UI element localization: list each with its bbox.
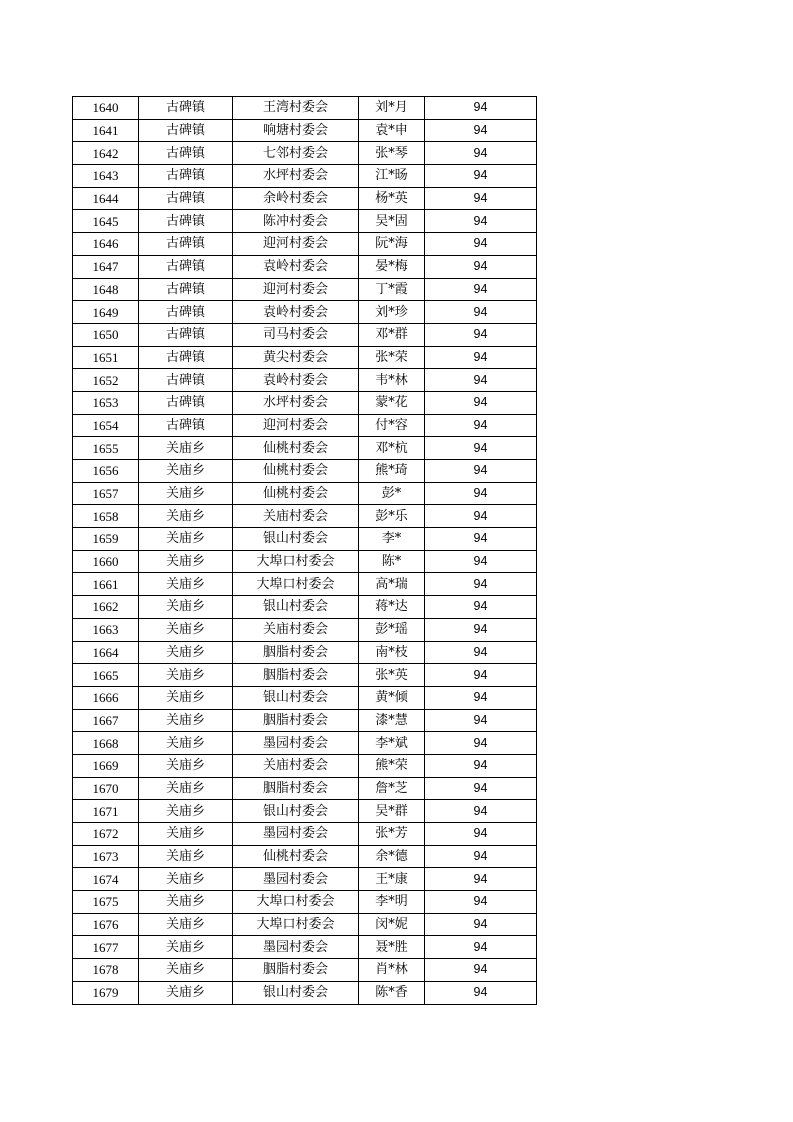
village-cell: 胭脂村委会 — [233, 959, 359, 982]
town-cell: 关庙乡 — [139, 800, 233, 823]
score-cell: 94 — [425, 505, 537, 528]
village-cell: 关庙村委会 — [233, 754, 359, 777]
town-cell: 古碑镇 — [139, 278, 233, 301]
score-cell: 94 — [425, 754, 537, 777]
score-cell: 94 — [425, 142, 537, 165]
score-cell: 94 — [425, 528, 537, 551]
town-cell: 古碑镇 — [139, 369, 233, 392]
town-cell: 关庙乡 — [139, 596, 233, 619]
row-number-cell: 1666 — [73, 686, 139, 709]
table-row — [73, 800, 537, 823]
score-cell: 94 — [425, 301, 537, 324]
table-row — [73, 573, 537, 596]
village-cell: 仙桃村委会 — [233, 460, 359, 483]
score-cell: 94 — [425, 482, 537, 505]
row-number-cell: 1654 — [73, 414, 139, 437]
person-name-cell: 杨*英 — [359, 187, 425, 210]
person-name-cell: 刘*月 — [359, 97, 425, 120]
person-name-cell: 黄*倾 — [359, 686, 425, 709]
village-cell: 大埠口村委会 — [233, 573, 359, 596]
town-cell: 关庙乡 — [139, 573, 233, 596]
table-body — [73, 97, 537, 1005]
score-cell: 94 — [425, 845, 537, 868]
row-number-cell: 1647 — [73, 255, 139, 278]
score-cell: 94 — [425, 97, 537, 120]
town-cell: 关庙乡 — [139, 505, 233, 528]
village-cell: 胭脂村委会 — [233, 641, 359, 664]
score-cell: 94 — [425, 959, 537, 982]
person-name-cell: 彭*瑶 — [359, 618, 425, 641]
person-name-cell: 余*德 — [359, 845, 425, 868]
person-name-cell: 晏*梅 — [359, 255, 425, 278]
person-name-cell: 闵*妮 — [359, 913, 425, 936]
row-number-cell: 1661 — [73, 573, 139, 596]
table-row — [73, 210, 537, 233]
table-row — [73, 414, 537, 437]
person-name-cell: 刘*珍 — [359, 301, 425, 324]
person-name-cell: 吴*固 — [359, 210, 425, 233]
town-cell: 古碑镇 — [139, 346, 233, 369]
row-number-cell: 1642 — [73, 142, 139, 165]
score-cell: 94 — [425, 165, 537, 188]
person-name-cell: 张*琴 — [359, 142, 425, 165]
table-row — [73, 346, 537, 369]
person-name-cell: 南*枝 — [359, 641, 425, 664]
table-row — [73, 777, 537, 800]
score-cell: 94 — [425, 119, 537, 142]
score-cell: 94 — [425, 596, 537, 619]
person-name-cell: 丁*霞 — [359, 278, 425, 301]
row-number-cell: 1643 — [73, 165, 139, 188]
town-cell: 关庙乡 — [139, 845, 233, 868]
village-cell: 墨园村委会 — [233, 936, 359, 959]
row-number-cell: 1675 — [73, 891, 139, 914]
score-cell: 94 — [425, 777, 537, 800]
person-name-cell: 袁*申 — [359, 119, 425, 142]
score-cell: 94 — [425, 981, 537, 1004]
row-number-cell: 1671 — [73, 800, 139, 823]
row-number-cell: 1644 — [73, 187, 139, 210]
row-number-cell: 1645 — [73, 210, 139, 233]
person-name-cell: 王*康 — [359, 868, 425, 891]
village-cell: 七邻村委会 — [233, 142, 359, 165]
person-name-cell: 詹*芝 — [359, 777, 425, 800]
village-cell: 银山村委会 — [233, 596, 359, 619]
town-cell: 关庙乡 — [139, 709, 233, 732]
village-cell: 银山村委会 — [233, 528, 359, 551]
table-row — [73, 823, 537, 846]
row-number-cell: 1662 — [73, 596, 139, 619]
score-cell: 94 — [425, 550, 537, 573]
person-name-cell: 李* — [359, 528, 425, 551]
score-cell: 94 — [425, 437, 537, 460]
village-cell: 关庙村委会 — [233, 505, 359, 528]
score-cell: 94 — [425, 641, 537, 664]
person-name-cell: 彭* — [359, 482, 425, 505]
score-cell: 94 — [425, 573, 537, 596]
village-cell: 迎河村委会 — [233, 414, 359, 437]
village-cell: 大埠口村委会 — [233, 913, 359, 936]
town-cell: 关庙乡 — [139, 959, 233, 982]
row-number-cell: 1658 — [73, 505, 139, 528]
village-cell: 仙桃村委会 — [233, 845, 359, 868]
score-cell: 94 — [425, 800, 537, 823]
town-cell: 关庙乡 — [139, 641, 233, 664]
table-row — [73, 301, 537, 324]
village-cell: 响塘村委会 — [233, 119, 359, 142]
row-number-cell: 1668 — [73, 732, 139, 755]
table-row — [73, 686, 537, 709]
table-row — [73, 891, 537, 914]
person-name-cell: 江*旸 — [359, 165, 425, 188]
score-cell: 94 — [425, 391, 537, 414]
table-row — [73, 913, 537, 936]
person-name-cell: 张*芳 — [359, 823, 425, 846]
village-cell: 袁岭村委会 — [233, 255, 359, 278]
town-cell: 古碑镇 — [139, 301, 233, 324]
person-name-cell: 李*斌 — [359, 732, 425, 755]
town-cell: 关庙乡 — [139, 913, 233, 936]
row-number-cell: 1665 — [73, 664, 139, 687]
person-name-cell: 李*明 — [359, 891, 425, 914]
row-number-cell: 1656 — [73, 460, 139, 483]
person-name-cell: 张*英 — [359, 664, 425, 687]
town-cell: 关庙乡 — [139, 528, 233, 551]
village-cell: 关庙村委会 — [233, 618, 359, 641]
table-row — [73, 165, 537, 188]
person-name-cell: 熊*琦 — [359, 460, 425, 483]
person-name-cell: 邓*群 — [359, 323, 425, 346]
town-cell: 关庙乡 — [139, 754, 233, 777]
score-cell: 94 — [425, 460, 537, 483]
village-cell: 陈冲村委会 — [233, 210, 359, 233]
village-cell: 墨园村委会 — [233, 732, 359, 755]
table-row — [73, 278, 537, 301]
row-number-cell: 1672 — [73, 823, 139, 846]
town-cell: 关庙乡 — [139, 823, 233, 846]
village-cell: 王湾村委会 — [233, 97, 359, 120]
table-row — [73, 618, 537, 641]
town-cell: 关庙乡 — [139, 437, 233, 460]
table-row — [73, 845, 537, 868]
town-cell: 关庙乡 — [139, 550, 233, 573]
table-row — [73, 255, 537, 278]
town-cell: 古碑镇 — [139, 97, 233, 120]
village-cell: 袁岭村委会 — [233, 369, 359, 392]
row-number-cell: 1659 — [73, 528, 139, 551]
person-name-cell: 高*瑞 — [359, 573, 425, 596]
village-cell: 银山村委会 — [233, 981, 359, 1004]
row-number-cell: 1652 — [73, 369, 139, 392]
score-cell: 94 — [425, 618, 537, 641]
score-cell: 94 — [425, 255, 537, 278]
table-row — [73, 437, 537, 460]
row-number-cell: 1674 — [73, 868, 139, 891]
data-table — [72, 96, 537, 1005]
score-cell: 94 — [425, 664, 537, 687]
village-cell: 水坪村委会 — [233, 391, 359, 414]
village-cell: 胭脂村委会 — [233, 664, 359, 687]
score-cell: 94 — [425, 187, 537, 210]
town-cell: 古碑镇 — [139, 255, 233, 278]
table-row — [73, 868, 537, 891]
row-number-cell: 1660 — [73, 550, 139, 573]
row-number-cell: 1677 — [73, 936, 139, 959]
row-number-cell: 1646 — [73, 233, 139, 256]
village-cell: 水坪村委会 — [233, 165, 359, 188]
person-name-cell: 蒙*花 — [359, 391, 425, 414]
village-cell: 余岭村委会 — [233, 187, 359, 210]
table-row — [73, 187, 537, 210]
table-row — [73, 664, 537, 687]
row-number-cell: 1641 — [73, 119, 139, 142]
village-cell: 墨园村委会 — [233, 823, 359, 846]
score-cell: 94 — [425, 732, 537, 755]
row-number-cell: 1673 — [73, 845, 139, 868]
table-row — [73, 323, 537, 346]
person-name-cell: 付*容 — [359, 414, 425, 437]
row-number-cell: 1653 — [73, 391, 139, 414]
table-row — [73, 482, 537, 505]
table-row — [73, 119, 537, 142]
table-row — [73, 709, 537, 732]
town-cell: 关庙乡 — [139, 482, 233, 505]
score-cell: 94 — [425, 278, 537, 301]
town-cell: 关庙乡 — [139, 732, 233, 755]
village-cell: 司马村委会 — [233, 323, 359, 346]
person-name-cell: 肖*林 — [359, 959, 425, 982]
row-number-cell: 1657 — [73, 482, 139, 505]
village-cell: 黄尖村委会 — [233, 346, 359, 369]
table-row — [73, 391, 537, 414]
town-cell: 关庙乡 — [139, 981, 233, 1004]
row-number-cell: 1650 — [73, 323, 139, 346]
table-row — [73, 97, 537, 120]
person-name-cell: 漆*慧 — [359, 709, 425, 732]
village-cell: 仙桃村委会 — [233, 437, 359, 460]
score-cell: 94 — [425, 346, 537, 369]
score-cell: 94 — [425, 233, 537, 256]
table-row — [73, 981, 537, 1004]
town-cell: 古碑镇 — [139, 142, 233, 165]
town-cell: 古碑镇 — [139, 187, 233, 210]
score-cell: 94 — [425, 323, 537, 346]
town-cell: 关庙乡 — [139, 891, 233, 914]
village-cell: 银山村委会 — [233, 800, 359, 823]
table-row — [73, 233, 537, 256]
table-row — [73, 142, 537, 165]
village-cell: 大埠口村委会 — [233, 550, 359, 573]
town-cell: 古碑镇 — [139, 323, 233, 346]
score-cell: 94 — [425, 913, 537, 936]
person-name-cell: 熊*荣 — [359, 754, 425, 777]
row-number-cell: 1655 — [73, 437, 139, 460]
table-row — [73, 528, 537, 551]
town-cell: 古碑镇 — [139, 119, 233, 142]
town-cell: 古碑镇 — [139, 233, 233, 256]
person-name-cell: 陈* — [359, 550, 425, 573]
person-name-cell: 聂*胜 — [359, 936, 425, 959]
village-cell: 袁岭村委会 — [233, 301, 359, 324]
table-row — [73, 596, 537, 619]
village-cell: 大埠口村委会 — [233, 891, 359, 914]
table-row — [73, 959, 537, 982]
table-row — [73, 732, 537, 755]
row-number-cell: 1640 — [73, 97, 139, 120]
row-number-cell: 1669 — [73, 754, 139, 777]
village-cell: 银山村委会 — [233, 686, 359, 709]
town-cell: 关庙乡 — [139, 664, 233, 687]
person-name-cell: 韦*林 — [359, 369, 425, 392]
town-cell: 关庙乡 — [139, 460, 233, 483]
town-cell: 关庙乡 — [139, 618, 233, 641]
town-cell: 关庙乡 — [139, 868, 233, 891]
score-cell: 94 — [425, 686, 537, 709]
town-cell: 关庙乡 — [139, 936, 233, 959]
row-number-cell: 1664 — [73, 641, 139, 664]
row-number-cell: 1649 — [73, 301, 139, 324]
person-name-cell: 张*荣 — [359, 346, 425, 369]
table-row — [73, 550, 537, 573]
village-cell: 迎河村委会 — [233, 278, 359, 301]
person-name-cell: 邓*杭 — [359, 437, 425, 460]
person-name-cell: 彭*乐 — [359, 505, 425, 528]
row-number-cell: 1651 — [73, 346, 139, 369]
town-cell: 古碑镇 — [139, 391, 233, 414]
person-name-cell: 陈*香 — [359, 981, 425, 1004]
score-cell: 94 — [425, 823, 537, 846]
table-row — [73, 460, 537, 483]
table-row — [73, 641, 537, 664]
town-cell: 关庙乡 — [139, 777, 233, 800]
village-cell: 胭脂村委会 — [233, 777, 359, 800]
village-cell: 迎河村委会 — [233, 233, 359, 256]
village-cell: 胭脂村委会 — [233, 709, 359, 732]
score-cell: 94 — [425, 891, 537, 914]
score-cell: 94 — [425, 369, 537, 392]
row-number-cell: 1667 — [73, 709, 139, 732]
town-cell: 古碑镇 — [139, 210, 233, 233]
town-cell: 关庙乡 — [139, 686, 233, 709]
score-cell: 94 — [425, 210, 537, 233]
person-name-cell: 吴*群 — [359, 800, 425, 823]
person-name-cell: 阮*海 — [359, 233, 425, 256]
person-name-cell: 蒋*达 — [359, 596, 425, 619]
score-cell: 94 — [425, 936, 537, 959]
score-cell: 94 — [425, 709, 537, 732]
town-cell: 古碑镇 — [139, 414, 233, 437]
table-row — [73, 505, 537, 528]
row-number-cell: 1678 — [73, 959, 139, 982]
row-number-cell: 1679 — [73, 981, 139, 1004]
score-cell: 94 — [425, 868, 537, 891]
table-row — [73, 369, 537, 392]
village-cell: 墨园村委会 — [233, 868, 359, 891]
town-cell: 古碑镇 — [139, 165, 233, 188]
row-number-cell: 1676 — [73, 913, 139, 936]
table-row — [73, 754, 537, 777]
village-cell: 仙桃村委会 — [233, 482, 359, 505]
row-number-cell: 1663 — [73, 618, 139, 641]
table-row — [73, 936, 537, 959]
row-number-cell: 1648 — [73, 278, 139, 301]
row-number-cell: 1670 — [73, 777, 139, 800]
score-cell: 94 — [425, 414, 537, 437]
